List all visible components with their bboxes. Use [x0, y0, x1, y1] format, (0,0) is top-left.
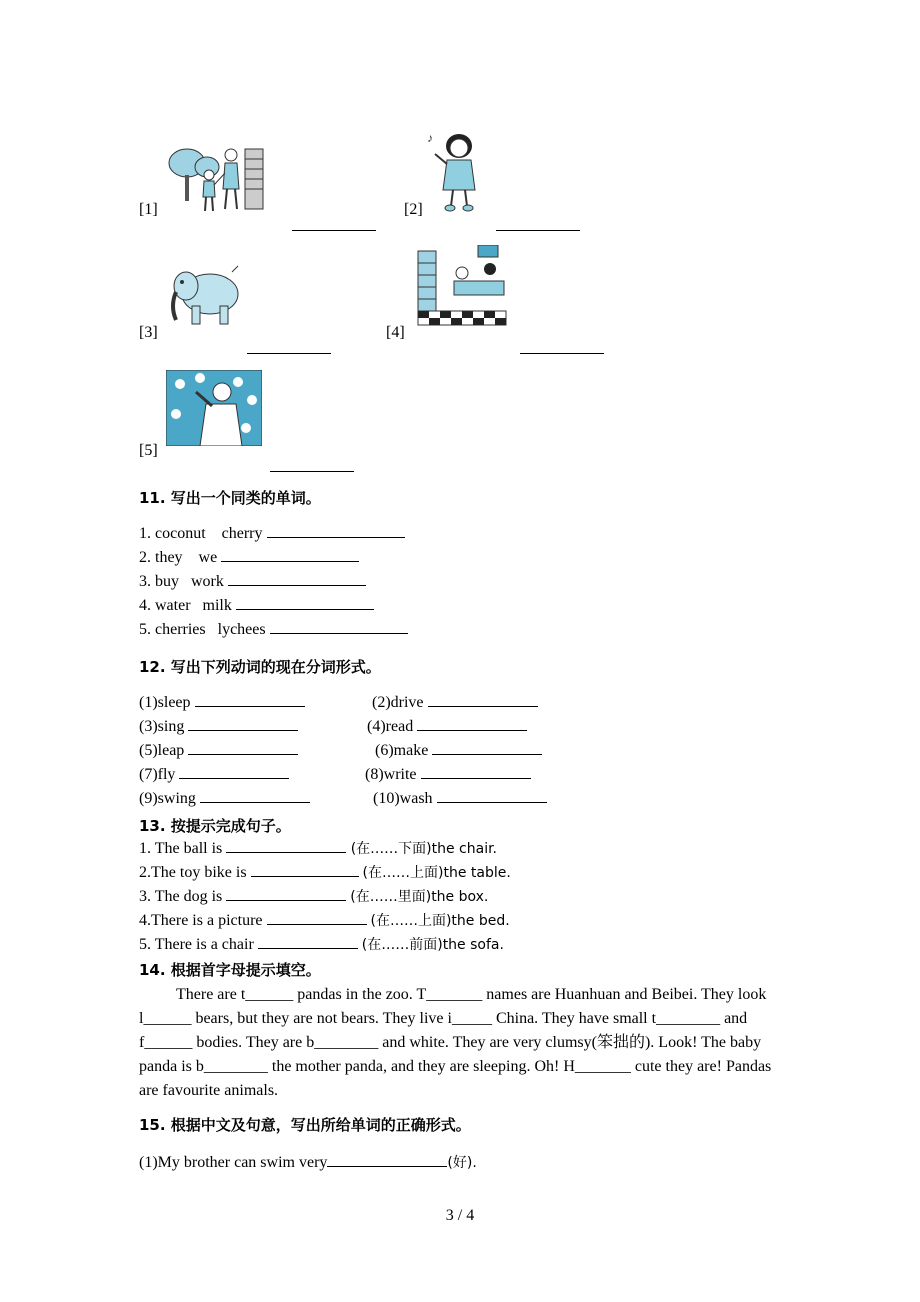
picture-label-4: [4]: [386, 324, 405, 341]
q13-item-pre: 3. The dog is: [139, 888, 223, 905]
q13-item-2: [139, 862, 511, 882]
q12-blank[interactable]: [179, 777, 289, 779]
answer-blank-4[interactable]: [520, 341, 604, 359]
q11-item-5: [139, 621, 408, 639]
q13-blank[interactable]: [251, 875, 359, 877]
q12-item-10: [373, 790, 547, 808]
q13-item-post: (在……上面)the table.: [362, 865, 511, 881]
q11-blank[interactable]: [221, 560, 359, 562]
q12-item-8: [365, 766, 531, 784]
q12-blank[interactable]: [200, 801, 310, 803]
mother-and-child-walking-icon: [165, 145, 265, 213]
q12-item-text: (8)write: [365, 766, 417, 783]
q12-blank[interactable]: [417, 729, 527, 731]
q12-item-7: [139, 766, 289, 784]
q12-item-text: (6)make: [375, 742, 429, 759]
q12-item-1: [139, 694, 305, 712]
girl-singing-icon: [425, 128, 491, 212]
q12-item-text: (2)drive: [372, 694, 424, 711]
q13-item-post: (在……上面)the bed.: [370, 913, 510, 929]
q13-item-3: [139, 886, 488, 906]
q11-item-1: [139, 525, 405, 543]
q12-item-text: (9)swing: [139, 790, 196, 807]
q11-heading: 11. 写出一个同类的单词。: [139, 489, 321, 507]
q13-item-1: [139, 838, 497, 858]
q14-paragraph: There are t______ pandas in the zoo. T_______ names are Huanhuan and Beibei. They look l______ bears, but they are not bears. They live i_____ China. They have small t________ and f______ bodies. They are b________ and white. They are very clumsy(笨拙的). Look! The baby panda is b________ the mother panda, and they are sleeping. Oh! H_______ cute they are! Pandas are favourite animals.: [139, 986, 772, 1099]
q12-item-text: (10)wash: [373, 790, 433, 807]
q13-blank[interactable]: [258, 947, 358, 949]
q13-heading: 13. 按提示完成句子。: [139, 817, 291, 835]
q11-item-text: 1. coconut cherry: [139, 525, 263, 542]
q12-item-2: [372, 694, 538, 712]
fruit-tree-picking-icon: [166, 370, 262, 446]
q11-blank[interactable]: [270, 632, 408, 634]
q11-blank[interactable]: [267, 536, 405, 538]
q15-item-pre: (1)My brother can swim very: [139, 1154, 328, 1171]
q12-blank[interactable]: [188, 729, 298, 731]
q12-blank[interactable]: [437, 801, 547, 803]
q13-item-pre: 5. There is a chair: [139, 936, 254, 953]
answer-blank-5[interactable]: [270, 459, 354, 477]
q12-item-4: [367, 718, 527, 736]
q13-item-pre: 1. The ball is: [139, 840, 223, 857]
q13-blank[interactable]: [226, 899, 346, 901]
q12-item-9: [139, 790, 310, 808]
q12-blank[interactable]: [432, 753, 542, 755]
q12-item-text: (5)leap: [139, 742, 185, 759]
q12-item-6: [375, 742, 542, 760]
q13-blank[interactable]: [226, 851, 346, 853]
picture-label-1: [1]: [139, 201, 158, 218]
q11-item-text: 2. they we: [139, 549, 218, 566]
q11-item-text: 4. water milk: [139, 597, 232, 614]
q11-item-text: 3. buy work: [139, 573, 224, 590]
q12-blank[interactable]: [421, 777, 531, 779]
q13-item-post: (在……里面)the box.: [350, 889, 489, 905]
library-desk-icon: [416, 245, 508, 327]
q12-item-text: (4)read: [367, 718, 414, 735]
svg-text:♪: ♪: [427, 131, 433, 145]
q12-blank[interactable]: [428, 705, 538, 707]
q13-item-post: (在……下面)the chair.: [346, 841, 498, 857]
q11-blank[interactable]: [228, 584, 366, 586]
q11-item-4: [139, 597, 374, 615]
q13-item-5: [139, 934, 504, 954]
q13-blank[interactable]: [267, 923, 367, 925]
picture-label-2: [2]: [404, 201, 423, 218]
q15-item-1: [139, 1152, 477, 1172]
q13-item-post: (在……前面)the sofa.: [361, 937, 504, 953]
picture-label-3: [3]: [139, 324, 158, 341]
q11-item-text: 5. cherries lychees: [139, 621, 266, 638]
q14-heading: 14. 根据首字母提示填空。: [139, 961, 321, 979]
q15-item-post: (好).: [447, 1155, 477, 1171]
q12-item-text: (1)sleep: [139, 694, 191, 711]
elephant-icon: [166, 262, 242, 332]
q13-item-4: [139, 910, 510, 930]
q11-blank[interactable]: [236, 608, 374, 610]
q15-heading: 15. 根据中文及句意，写出所给单词的正确形式。: [139, 1116, 471, 1134]
answer-blank-2[interactable]: [496, 218, 580, 236]
q12-item-5: [139, 742, 298, 760]
q15-blank[interactable]: [327, 1165, 447, 1167]
q12-heading: 12. 写出下列动词的现在分词形式。: [139, 658, 381, 676]
q11-item-2: [139, 549, 359, 567]
q12-item-text: (3)sing: [139, 718, 185, 735]
q11-item-3: [139, 573, 366, 591]
q12-blank[interactable]: [195, 705, 305, 707]
q13-item-pre: 2.The toy bike is: [139, 864, 247, 881]
picture-label-5: [5]: [139, 442, 158, 459]
answer-blank-1[interactable]: [292, 218, 376, 236]
q12-blank[interactable]: [188, 753, 298, 755]
page-number: 3 / 4: [445, 1207, 475, 1224]
q12-item-3: [139, 718, 298, 736]
answer-blank-3[interactable]: [247, 341, 331, 359]
q12-item-text: (7)fly: [139, 766, 176, 783]
q13-item-pre: 4.There is a picture: [139, 912, 263, 929]
